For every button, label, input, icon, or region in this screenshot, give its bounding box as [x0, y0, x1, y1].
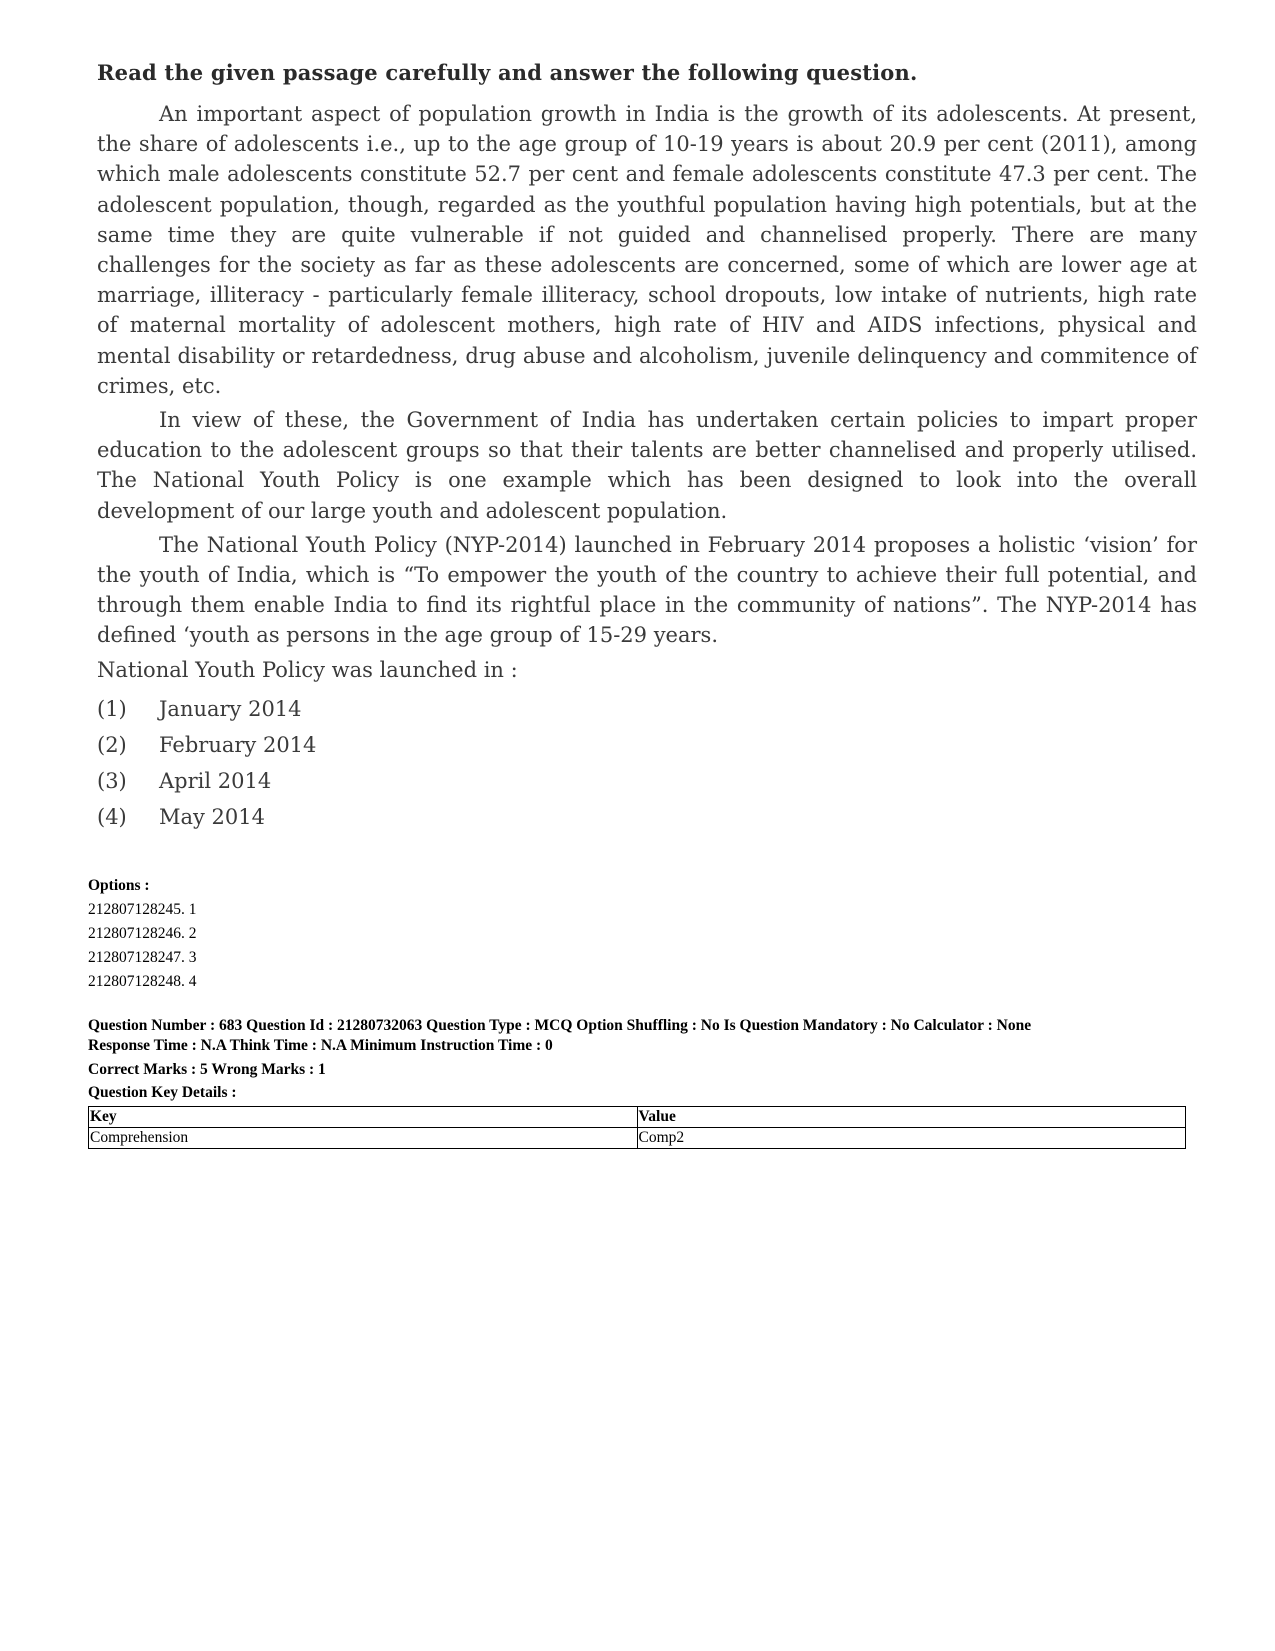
- table-cell-value: Comp2: [637, 1128, 1186, 1149]
- choice-number: (4): [97, 804, 127, 829]
- marks-line: Correct Marks : 5 Wrong Marks : 1: [88, 1061, 326, 1078]
- option-id-2: 212807128246. 2: [88, 925, 197, 942]
- choice-number: (2): [97, 732, 127, 757]
- choice-text: January 2014: [159, 696, 302, 721]
- options-label: Options :: [88, 877, 150, 894]
- choice-3: [97, 763, 1197, 799]
- table-header-value: Value: [637, 1107, 1186, 1128]
- passage-paragraph-2: In view of these, the Government of India has undertaken certain policies to impart proper education to the adolescent groups so that their talents are better channelised and properly utilised. The National Youth Policy is one example which has been designed to look into the overall development of our large youth and adolescent population.: [97, 408, 1197, 523]
- option-id-3: 212807128247. 3: [88, 949, 197, 966]
- option-id-1: 212807128245. 1: [88, 901, 197, 918]
- choice-text: April 2014: [159, 768, 272, 793]
- passage-image: [97, 60, 1197, 835]
- choice-4: [97, 799, 1197, 835]
- passage-paragraph-1: An important aspect of population growth in India is the growth of its adolescents. At present, the share of adolescents i.e., up to the age group of 10-19 years is about 20.9 per cent (2011), among which male adolescents constitute 52.7 per cent and female adolescents constitute 47.3 per cent. The adolescent population, though, regarded as the youthful population having high potentials, but at the same time they are quite vulnerable if not guided and channelised properly. There are many challenges for the society as far as these adolescents are concerned, some of which are lower age at marriage, illiteracy - particularly female illiteracy, school dropouts, low intake of nutrients, high rate of maternal mortality of adolescent mothers, high rate of HIV and AIDS infections, physical and mental disability or retardedness, drug abuse and alcoholism, juvenile delinquency and commitence of crimes, etc.: [97, 102, 1197, 398]
- table-header-key: Key: [89, 1107, 638, 1128]
- question-info-line-1: Question Number : 683 Question Id : 21280732063 Question Type : MCQ Option Shuffling : No Is Question Mandatory : No Calculator : None: [88, 1017, 1032, 1034]
- choice-1: [97, 691, 1197, 727]
- key-details-table: [88, 1106, 1186, 1149]
- passage-heading: Read the given passage carefully and answer the following question.: [97, 60, 918, 85]
- choice-number: (3): [97, 768, 127, 793]
- question-info-line-2: Response Time : N.A Think Time : N.A Minimum Instruction Time : 0: [88, 1037, 553, 1054]
- choice-text: May 2014: [159, 804, 266, 829]
- choice-number: (1): [97, 696, 127, 721]
- choice-text: February 2014: [159, 732, 317, 757]
- question-info: [88, 1016, 1188, 1056]
- option-id-4: 212807128248. 4: [88, 973, 197, 990]
- passage-paragraph-3: The National Youth Policy (NYP-2014) launched in February 2014 proposes a holistic ‘vision’ for the youth of India, which is “To empower the youth of the country to achieve their full potential, and through them enable India to find its rightful place in the community of nations”. The NYP-2014 has defined ‘youth as persons in the age group of 15-29 years.: [97, 532, 1197, 648]
- question-metadata: [88, 874, 1188, 1149]
- table-row: [89, 1128, 1186, 1149]
- key-details-label: Question Key Details :: [88, 1084, 237, 1101]
- choice-2: [97, 727, 1197, 763]
- table-cell-key: Comprehension: [89, 1128, 638, 1149]
- table-header-row: [89, 1107, 1186, 1128]
- question-stem: National Youth Policy was launched in :: [97, 657, 518, 682]
